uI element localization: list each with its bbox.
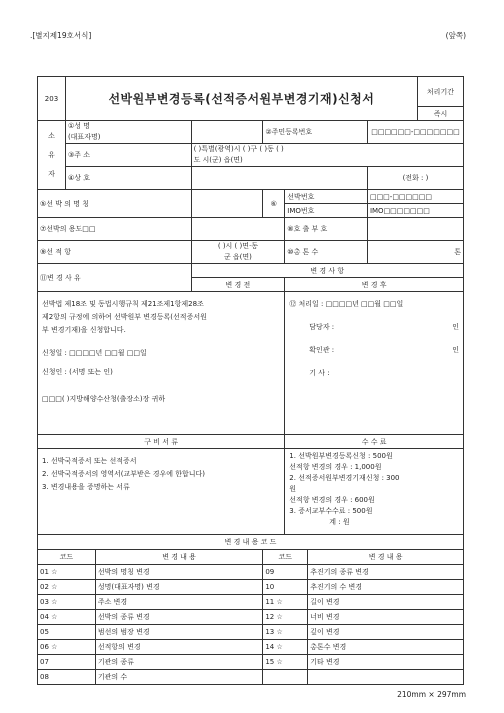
owner-trade-field[interactable] [191,167,367,190]
content-right: 총톤수 변경 [308,640,464,655]
code-right [263,670,308,685]
code-right: 13 ☆ [263,625,308,640]
code-row [38,640,464,655]
code-row [38,655,464,670]
change-items-header: 변 경 사 항 [191,264,463,278]
owner-id-field[interactable]: □□□□□□-□□□□□□□ [367,121,463,144]
code-row [38,595,464,610]
content-right: 깊이 변경 [308,625,464,640]
content-right [308,670,464,685]
reason-label: ⑪변 경 사 유 [38,264,192,292]
owner-id-label: ②주민등록번호 [263,121,368,144]
code-row [38,625,464,640]
code-left: 07 [38,655,96,670]
required-docs-header: 구 비 서 류 [38,435,285,449]
after-change-header: 변 경 후 [285,278,464,292]
before-change-header: 변 경 전 [191,278,285,292]
paper-size: 210mm × 297mm [397,690,466,699]
code-right: 15 ☆ [263,655,308,670]
content-right: 길이 변경 [308,595,464,610]
confirm-seal: 인 [452,346,459,354]
period-value: 즉시 [417,107,463,121]
application-statement: 선박법 제18조 및 동법시행규칙 제21조제1항제28조 제2항의 규정에 의하여 선박원부 변경등록(선적증서원 부 변경기재)을 신청합니다. 신청일 : □□□□년 □□월 □□일 신청인 : (서명 또는 인) □□□( )지방해양수산청(출장소)장 귀하 [38,292,285,435]
port-field[interactable]: ( )시 ( )면·동 군 읍(면) [191,241,285,264]
page-title: 선박원부변경등록(선적증서원부변경기재)신청서 [65,77,417,121]
code-left: 06 ☆ [38,640,96,655]
content-left: 기관의 종류 [95,655,263,670]
code-row [38,565,464,580]
fees-list: 1. 선박원부변경등록신청 : 500원 선적항 변경의 경우 : 1,000원 2. 선적증서원부변경기재신청 : 300 원 선적항 변경의 경우 : 600원 3. 증서교부수수료 : 500원 계 : 원 [285,449,464,535]
content-left: 주소 변경 [95,595,263,610]
port-label: ⑨선 적 항 [38,241,192,264]
call-sign-field[interactable] [367,218,463,241]
code-right: 09 [263,565,308,580]
content-header-left: 변 경 내 용 [95,550,263,565]
content-right: 너비 변경 [308,610,464,625]
owner-trade-label: ④상 호 [65,167,191,190]
content-left: 선박의 명칭 변경 [95,565,263,580]
code-right: 12 ☆ [263,610,308,625]
content-left: 성명(대표자명) 변경 [95,580,263,595]
content-left: 선적항의 변경 [95,640,263,655]
tonnage-label: ⑩총 톤 수 [285,241,368,264]
processing-box [285,292,464,435]
code-header-right: 코드 [263,550,308,565]
ship-name-label: ⑤선 박 의 명 칭 [38,190,192,218]
codes-title: 변 경 내 용 코 드 [38,535,464,550]
application-date: 신청일 : □□□□년 □□월 □□일 [42,349,147,357]
owner-name-field[interactable] [191,121,263,144]
content-left: 선박의 종류 변경 [95,610,263,625]
processing-date: ⑫ 처리일 : □□□□년 □□월 □□일 [289,300,404,308]
code-row [38,580,464,595]
owner-address-field[interactable]: ( )특별(광역)시 ( )구 ( )동 ( ) 도 시(군) 읍(면) [191,144,463,167]
ship-number-mark: ⑥ [263,190,285,218]
code-left: 02 ☆ [38,580,96,595]
memo-label: 기 사 : [309,369,330,377]
owner-phone-field[interactable]: (전화 : ) [367,167,463,190]
ship-use-label: ⑦선박의 용도□□ [38,218,192,241]
application-form [37,76,464,685]
code-left: 03 ☆ [38,595,96,610]
form-number: .[별지제19호서식] [30,31,92,40]
content-right: 추진기의 종류 변경 [308,565,464,580]
code-right: 11 ☆ [263,595,308,610]
ship-number-field[interactable]: □□□-□□□□□□ [367,190,463,204]
owner-name-label: ①성 명 (대표자명) [65,121,191,144]
tonnage-field[interactable]: 톤 [367,241,463,264]
owner-address-label: ③주 소 [65,144,191,167]
content-left: 범선의 범장 변경 [95,625,263,640]
imo-number-label: IMO번호 [285,204,368,218]
page-side: (앞쪽) [445,31,466,40]
ship-number-label: 선박번호 [285,190,368,204]
content-right: 기타 변경 [308,655,464,670]
code-left: 05 [38,625,96,640]
fees-header: 수 수 료 [285,435,464,449]
call-sign-label: ⑧호 출 부 호 [285,218,368,241]
code-row [38,610,464,625]
period-label: 처리기간 [417,77,463,107]
imo-number-field[interactable]: IMO□□□□□□□ [367,204,463,218]
code-left: 01 ☆ [38,565,96,580]
required-docs-list: 1. 선박국적증서 또는 선적증서 2. 선박국적증서의 영역서(교부받은 경우에 한합니다) 3. 변경내용을 증명하는 서류 [38,449,285,535]
code-row [38,670,464,685]
code-right: 14 ☆ [263,640,308,655]
content-right: 추진기의 수 변경 [308,580,464,595]
applicant-signature: 신청인 : (서명 또는 인) [42,368,113,376]
ship-use-field[interactable] [191,218,285,241]
code-header-left: 코드 [38,550,96,565]
content-left: 기관의 수 [95,670,263,685]
owner-group-label: 소 유 자 [38,121,66,190]
form-code: 203 [38,77,66,121]
code-left: 08 [38,670,96,685]
ship-name-field[interactable] [191,190,263,218]
staff-label: 담당자 : [309,323,335,331]
content-header-right: 변 경 내 용 [308,550,464,565]
staff-seal: 인 [452,323,459,331]
code-left: 04 ☆ [38,610,96,625]
code-right: 10 [263,580,308,595]
confirm-label: 확인관 : [309,346,335,354]
addressee: □□□( )지방해양수산청(출장소)장 귀하 [42,395,166,403]
